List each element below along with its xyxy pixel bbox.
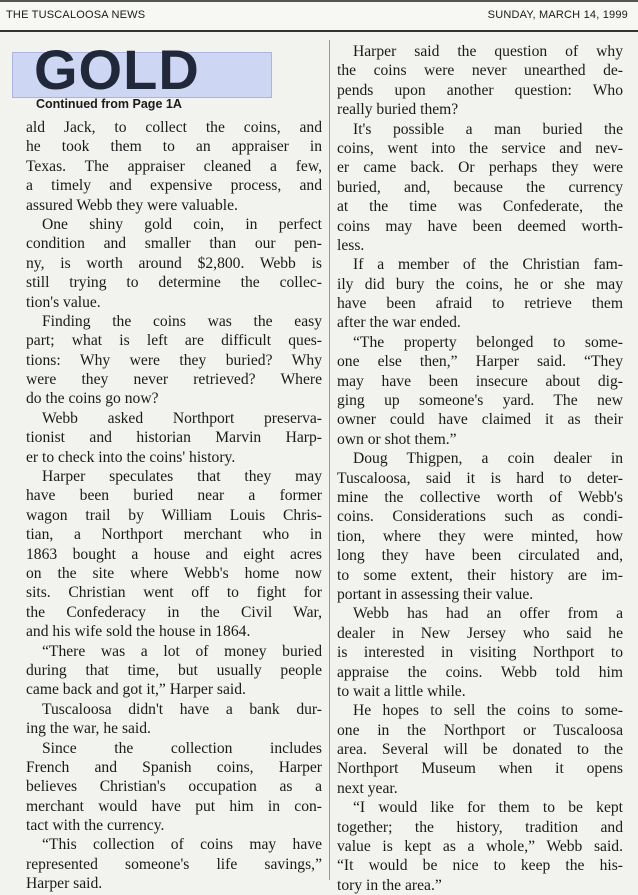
article-text-line: sits. Christian went off to fight for	[26, 584, 322, 602]
article-text-line: part; what is left are difficult ques-	[26, 332, 322, 350]
article-text-line: the Confederacy in the Civil War,	[26, 603, 322, 621]
article-text-line: came back and got it,” Harper said.	[26, 681, 246, 699]
article-text-line: ald Jack, to collect the coins, and	[26, 119, 322, 136]
article-text-line: ny, is worth around $2,800. Webb is	[26, 254, 322, 272]
article-text-line: appraise the coins. Webb told him	[337, 663, 623, 681]
article-text-line: area. Several will be donated to the	[337, 741, 623, 759]
article-text-line: Harper speculates that they may	[42, 468, 322, 486]
article-column-right	[337, 42, 623, 895]
article-text-line: He hopes to sell the coins to some-	[353, 702, 623, 720]
article-text-line: wagon trail by William Louis Chris-	[26, 506, 322, 524]
article-text-line: may have been insecure about dig-	[337, 372, 623, 390]
article-text-line: merchant would have put him in con-	[26, 797, 322, 815]
article-text-line: Webb asked Northport preserva-	[42, 409, 322, 427]
article-text-line: own or shot them.”	[337, 430, 457, 448]
article-text-line: tionist and historian Marvin Harp-	[26, 429, 322, 447]
article-text-line: Harper said the question of why	[353, 43, 623, 60]
article-text-line: to some extent, their history are im-	[337, 566, 623, 584]
article-text-line: less.	[337, 236, 365, 254]
article-text-line: owner could have claimed it as their	[337, 411, 623, 429]
article-text-line: coins may have been deemed worth-	[337, 217, 623, 235]
article-text-line: It's possible a man buried the	[353, 120, 623, 138]
article-text-line: ily did bury the coins, he or she may	[337, 275, 623, 293]
article-text-line: Doug Thigpen, a coin dealer in	[353, 450, 623, 468]
article-text-line: “This collection of coins may have	[42, 836, 322, 854]
article-text-line: during that time, but usually people	[26, 661, 322, 679]
article-text-line: coins. Considerations such as condi-	[337, 508, 623, 526]
article-text-line: the coins were never unearthed de-	[337, 62, 623, 80]
article-text-line: really buried them?	[337, 101, 459, 119]
article-text-line: tion's value.	[26, 293, 101, 311]
article-text-line: tions: Why were they buried? Why	[26, 351, 322, 369]
article-text-line: Finding the coins was the easy	[42, 312, 322, 330]
article-text-line: on the site where Webb's home now	[26, 564, 322, 582]
article-text-line: Texas. The appraiser cleaned a few,	[26, 157, 322, 175]
article-text-line: “There was a lot of money buried	[42, 642, 322, 660]
article-text-line: to wait a little while.	[337, 682, 466, 700]
publication-date: SUNDAY, MARCH 14, 1999	[487, 9, 628, 21]
article-text-line: still trying to determine the collec-	[26, 274, 322, 292]
article-text-line: One shiny gold coin, in perfect	[42, 215, 322, 233]
article-text-line: portant in assessing their value.	[337, 585, 534, 603]
article-text-line: after the war ended.	[337, 314, 461, 332]
article-text-line: condition and smaller than our pen-	[26, 235, 322, 253]
article-text-line: Tuscaloosa didn't have a bank dur-	[42, 700, 322, 718]
article-column-left	[26, 118, 322, 894]
article-text-line: do the coins go now?	[26, 390, 159, 408]
article-text-line: tory in the area.”	[337, 876, 442, 894]
article-text-line: Webb has had an offer from a	[353, 605, 623, 623]
article-text-line: value is kept as a whole,” Webb said.	[337, 838, 623, 856]
article-text-line: “It would be nice to keep the his-	[337, 857, 623, 875]
article-text-line: er came back. Or perhaps they were	[337, 159, 623, 177]
article-text-line: 1863 bought a house and eight acres	[26, 545, 322, 563]
article-text-line: tion, where they were minted, how	[337, 527, 623, 545]
article-text-line: together; the history, tradition and	[337, 818, 623, 836]
article-text-line: er to check into the coins' history.	[26, 448, 236, 466]
article-text-line: Tuscaloosa, said it is hard to deter-	[337, 469, 623, 487]
article-text-line: have been afraid to retrieve them	[337, 295, 623, 313]
article-text-line: a timely and expensive process, and	[26, 177, 322, 195]
article-text-line: and his wife sold the house in 1864.	[26, 623, 251, 641]
article-text-line: French and Spanish coins, Harper	[26, 758, 322, 776]
continued-from-line: Continued from Page 1A	[36, 97, 182, 111]
article-text-line: have been buried near a former	[26, 487, 322, 505]
article-text-line: mine the collective worth of Webb's	[337, 488, 623, 506]
article-text-line: one else then,” Harper said. “They	[337, 353, 623, 371]
article-text-line: ging up someone's yard. The new	[337, 392, 623, 410]
article-text-line: one in the Northport or Tuscaloosa	[337, 721, 623, 739]
article-text-line: long they have been circulated and,	[337, 547, 623, 565]
article-text-line: pends upon another question: Who	[337, 81, 623, 99]
article-text-line: assured Webb they were valuable.	[26, 196, 238, 214]
article-text-line: ing the war, he said.	[26, 720, 151, 738]
article-text-line: coins, went into the service and nev-	[337, 139, 623, 157]
masthead	[0, 0, 638, 32]
article-text-line: “The property belonged to some-	[353, 333, 623, 351]
newspaper-name: THE TUSCALOOSA NEWS	[6, 9, 146, 21]
article-text-line: buried, and, because the currency	[337, 178, 623, 196]
article-text-line: Since the collection includes	[42, 739, 322, 757]
article-text-line: next year.	[337, 779, 398, 797]
article-text-line: is interested in visiting Northport to	[337, 644, 623, 662]
article-text-line: Harper said.	[26, 875, 103, 893]
article-text-line: represented someone's life savings,”	[26, 855, 322, 873]
column-divider	[329, 40, 330, 880]
article-text-line: Northport Museum when it opens	[337, 760, 623, 778]
article-text-line: he took them to an appraiser in	[26, 138, 322, 156]
article-text-line: believes Christian's occupation as a	[26, 778, 322, 796]
article-text-line: were they never retrieved? Where	[26, 371, 322, 389]
article-text-line: If a member of the Christian fam-	[353, 256, 623, 274]
article-text-line: at the time was Confederate, the	[337, 198, 623, 216]
article-text-line: tian, a Northport merchant who in	[26, 526, 322, 544]
article-text-line: “I would like for them to be kept	[353, 799, 623, 817]
headline-gold: GOLD	[34, 38, 200, 101]
article-text-line: tact with the currency.	[26, 817, 165, 835]
article-text-line: dealer in New Jersey who said he	[337, 624, 623, 642]
